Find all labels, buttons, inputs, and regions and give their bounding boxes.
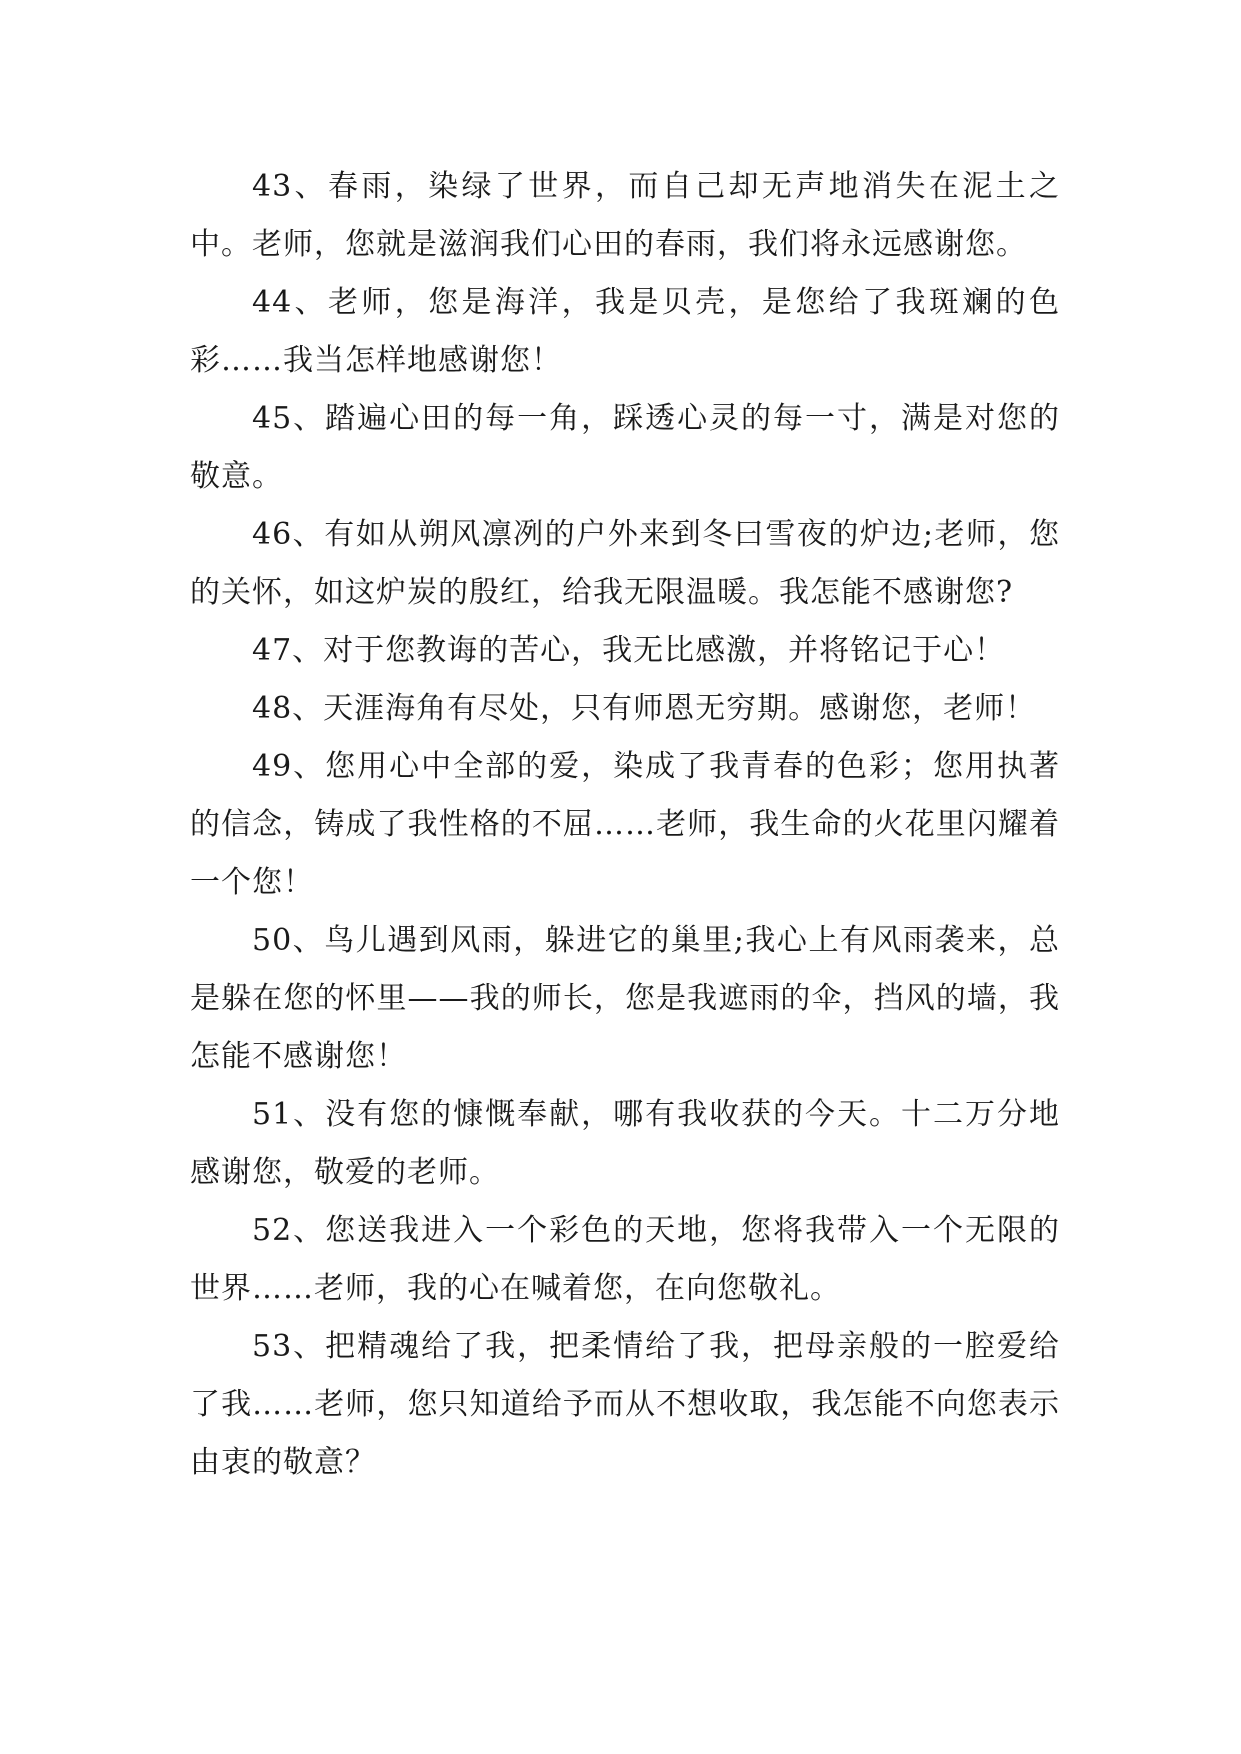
- paragraph-52: 52、您送我进入一个彩色的天地，您将我带入一个无限的世界……老师，我的心在喊着您，在向您敬礼。: [190, 1213, 1060, 1306]
- paragraph-46: 46、有如从朔风凛冽的户外来到冬曰雪夜的炉边;老师，您的关怀，如这炉炭的殷红，给我无限温暖。我怎能不感谢您?: [190, 517, 1060, 610]
- document-body: [190, 158, 1060, 1492]
- paragraph-48: 48、天涯海角有尽处，只有师恩无穷期。感谢您，老师！: [252, 691, 1037, 726]
- paragraph-47: 47、对于您教诲的苦心，我无比感激，并将铭记于心！: [252, 633, 1006, 668]
- paragraph-43: 43、春雨，染绿了世界，而自己却无声地消失在泥土之中。老师，您就是滋润我们心田的春雨，我们将永远感谢您。: [190, 169, 1060, 262]
- paragraph-53: 53、把精魂给了我，把柔情给了我，把母亲般的一腔爱给了我……老师，您只知道给予而从不想收取，我怎能不向您表示由衷的敬意？: [190, 1329, 1060, 1480]
- paragraph-45: 45、踏遍心田的每一角，踩透心灵的每一寸，满是对您的敬意。: [190, 401, 1060, 494]
- paragraph-44: 44、老师，您是海洋，我是贝壳，是您给了我斑斓的色彩……我当怎样地感谢您！: [190, 285, 1060, 378]
- paragraph-50: 50、鸟儿遇到风雨，躲进它的巢里;我心上有风雨袭来，总是躲在您的怀里——我的师长，您是我遮雨的伞，挡风的墙，我怎能不感谢您！: [190, 923, 1060, 1074]
- paragraph-51: 51、没有您的慷慨奉献，哪有我收获的今天。十二万分地感谢您，敬爱的老师。: [190, 1097, 1060, 1190]
- paragraph-49: 49、您用心中全部的爱，染成了我青春的色彩；您用执著的信念，铸成了我性格的不屈……老师，我生命的火花里闪耀着一个您！: [190, 749, 1060, 900]
